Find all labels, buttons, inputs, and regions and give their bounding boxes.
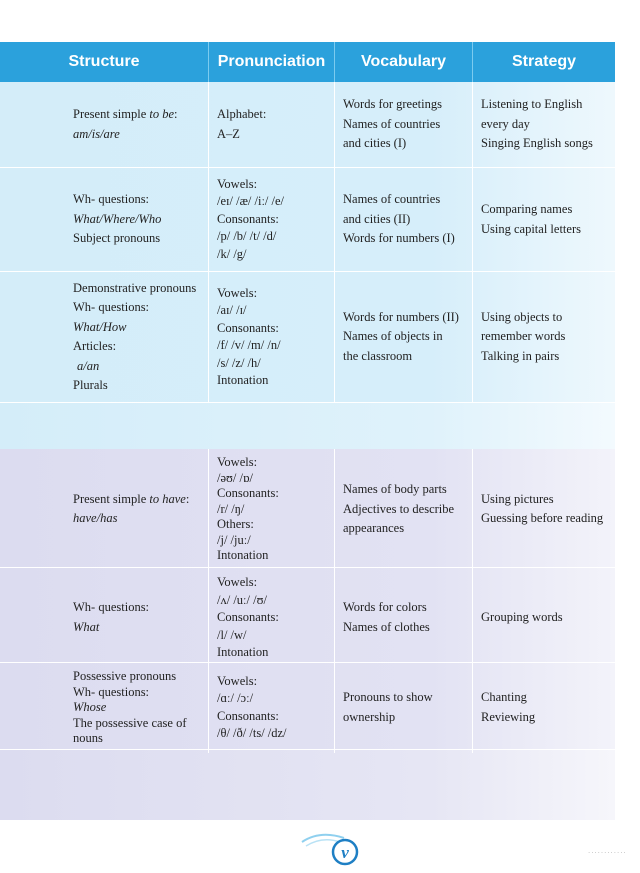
table-row xyxy=(0,167,615,271)
strategy-line: Chanting xyxy=(481,690,527,705)
pronunciation-line: Consonants: xyxy=(217,610,279,624)
structure-line: What/Where/Who xyxy=(73,211,162,226)
section-spacer xyxy=(0,402,615,449)
vocabulary-line: Names of countries xyxy=(343,192,441,207)
pronunciation-cell xyxy=(209,568,335,668)
structure-line: Present simple to be: xyxy=(73,107,178,121)
vocabulary-cell xyxy=(335,82,473,167)
pronunciation-line: /aɪ/ /ɪ/ xyxy=(217,303,247,317)
vocabulary-line: and cities (I) xyxy=(343,136,407,151)
pronunciation-line: Alphabet: xyxy=(217,107,267,121)
pronunciation-line: Intonation xyxy=(217,645,269,659)
strategy-line: Singing English songs xyxy=(481,136,593,151)
pronunciation-line: Consonants: xyxy=(217,486,279,500)
structure-line: have/has xyxy=(73,511,118,526)
pronunciation-cell xyxy=(209,82,335,167)
structure-cell xyxy=(0,82,209,167)
strategy-line: Using capital letters xyxy=(481,221,581,236)
structure-line: Wh- questions: xyxy=(73,684,150,699)
pronunciation-line: /f/ /v/ /m/ /n/ xyxy=(217,338,281,352)
structure-line: The possessive case of xyxy=(73,715,187,730)
unit-section-a xyxy=(0,82,615,449)
pronunciation-line: /j/ /juː/ xyxy=(217,532,251,547)
strategy-cell xyxy=(473,82,615,167)
pronunciation-line: /p/ /b/ /t/ /d/ xyxy=(217,229,277,244)
structure-line: Wh- questions: xyxy=(73,300,150,314)
pronunciation-line: /ʌ/ /uː/ /ʊ/ xyxy=(217,592,267,607)
strategy-line: Listening to English xyxy=(481,97,583,112)
page-number-logo xyxy=(300,832,370,868)
structure-cell xyxy=(0,663,209,753)
page-dots: ............ xyxy=(588,846,627,855)
header-vocabulary: Vocabulary xyxy=(335,42,473,82)
pronunciation-cell xyxy=(209,272,335,402)
pronunciation-cell xyxy=(209,449,335,570)
strategy-line: Guessing before reading xyxy=(481,511,604,526)
pronunciation-line: Intonation xyxy=(217,373,269,387)
pronunciation-line: Vowels: xyxy=(217,176,258,191)
table-row xyxy=(0,662,615,749)
syllabus-table xyxy=(0,42,615,820)
pronunciation-cell xyxy=(209,168,335,271)
table-row xyxy=(0,449,615,567)
structure-line: Whose xyxy=(73,700,107,714)
table-row xyxy=(0,271,615,402)
pronunciation-line: /s/ /z/ /h/ xyxy=(217,355,261,370)
vocabulary-line: Names of countries xyxy=(343,116,441,131)
header-structure: Structure xyxy=(0,42,209,82)
pronunciation-line: Intonation xyxy=(217,548,269,562)
structure-line: Wh- questions: xyxy=(73,600,150,615)
structure-line: Subject pronouns xyxy=(73,231,161,246)
pronunciation-line: Consonants: xyxy=(217,320,279,335)
structure-cell xyxy=(0,272,209,402)
vocabulary-line: Pronouns to show xyxy=(343,690,433,705)
pronunciation-line: Consonants: xyxy=(217,708,279,723)
structure-line: What xyxy=(73,619,100,634)
structure-line: Articles: xyxy=(73,339,117,353)
vocabulary-cell xyxy=(335,449,473,570)
pronunciation-line: /k/ /g/ xyxy=(217,246,247,261)
vocabulary-line: ownership xyxy=(343,709,396,724)
table-row xyxy=(0,567,615,662)
strategy-cell xyxy=(473,168,615,271)
vocabulary-cell xyxy=(335,568,473,668)
strategy-cell xyxy=(473,568,615,668)
strategy-cell xyxy=(473,449,615,570)
pronunciation-line: Vowels: xyxy=(217,455,258,469)
vocabulary-line: Adjectives to describe xyxy=(343,501,455,516)
structure-cell xyxy=(0,168,209,271)
strategy-line: Grouping words xyxy=(481,610,563,624)
section-spacer xyxy=(0,749,615,820)
structure-line: Plurals xyxy=(73,378,108,392)
pronunciation-line: /ɑː/ /ɔː/ xyxy=(217,691,254,706)
vocabulary-cell xyxy=(335,168,473,271)
vocabulary-line: Words for colors xyxy=(343,600,427,615)
strategy-line: Using pictures xyxy=(481,491,554,506)
header-pronunciation: Pronunciation xyxy=(209,42,335,82)
vocabulary-cell xyxy=(335,663,473,753)
strategy-line: Talking in pairs xyxy=(481,348,560,363)
pronunciation-line: Vowels: xyxy=(217,285,258,300)
strategy-line: every day xyxy=(481,116,530,131)
pronunciation-line: Vowels: xyxy=(217,575,258,589)
table-header xyxy=(0,42,615,82)
vocabulary-line: Words for greetings xyxy=(343,97,442,112)
structure-line: nouns xyxy=(73,731,103,745)
pronunciation-line: /eɪ/ /æ/ /iː/ /e/ xyxy=(217,194,285,209)
structure-line: Possessive pronouns xyxy=(73,669,177,683)
header-strategy: Strategy xyxy=(511,53,577,70)
vocabulary-line: Words for numbers (I) xyxy=(343,231,455,246)
vocabulary-line: the classroom xyxy=(343,348,413,363)
vocabulary-line: Names of objects in xyxy=(343,329,443,344)
structure-cell xyxy=(0,568,209,668)
table-row xyxy=(0,82,615,167)
structure-line: a/an xyxy=(77,358,100,373)
unit-section-b xyxy=(0,449,615,820)
structure-line: Wh- questions: xyxy=(73,192,150,207)
structure-line: Demonstrative pronouns xyxy=(73,280,197,295)
pronunciation-cell xyxy=(209,663,335,753)
strategy-line: remember words xyxy=(481,329,566,344)
vocabulary-line: Names of clothes xyxy=(343,619,430,634)
vocabulary-line: Words for numbers (II) xyxy=(343,309,459,324)
pronunciation-line: /l/ /w/ xyxy=(217,627,247,642)
structure-line: Present simple to have: xyxy=(73,491,190,506)
structure-line: What/How xyxy=(73,319,127,334)
strategy-line: Comparing names xyxy=(481,202,573,216)
strategy-line: Using objects to xyxy=(481,309,563,324)
vocabulary-cell xyxy=(335,272,473,402)
vocabulary-line: and cities (II) xyxy=(343,211,411,226)
structure-cell xyxy=(0,449,209,570)
page-roman-numeral: v xyxy=(341,843,349,862)
pronunciation-line: /əʊ/ /ɒ/ xyxy=(217,470,253,485)
vocabulary-line: appearances xyxy=(343,521,405,535)
vocabulary-line: Names of body parts xyxy=(343,482,447,496)
pronunciation-line: Consonants: xyxy=(217,211,279,226)
strategy-line: Reviewing xyxy=(481,709,536,724)
pronunciation-line: A–Z xyxy=(217,126,240,141)
pronunciation-line: /θ/ /ð/ /ts/ /dz/ xyxy=(217,726,287,741)
pronunciation-line: Vowels: xyxy=(217,673,258,688)
strategy-cell xyxy=(473,272,615,402)
pronunciation-line: Others: xyxy=(217,517,254,531)
strategy-cell xyxy=(473,663,615,753)
pronunciation-line: /r/ /ŋ/ xyxy=(217,501,245,516)
structure-line: am/is/are xyxy=(73,126,120,141)
